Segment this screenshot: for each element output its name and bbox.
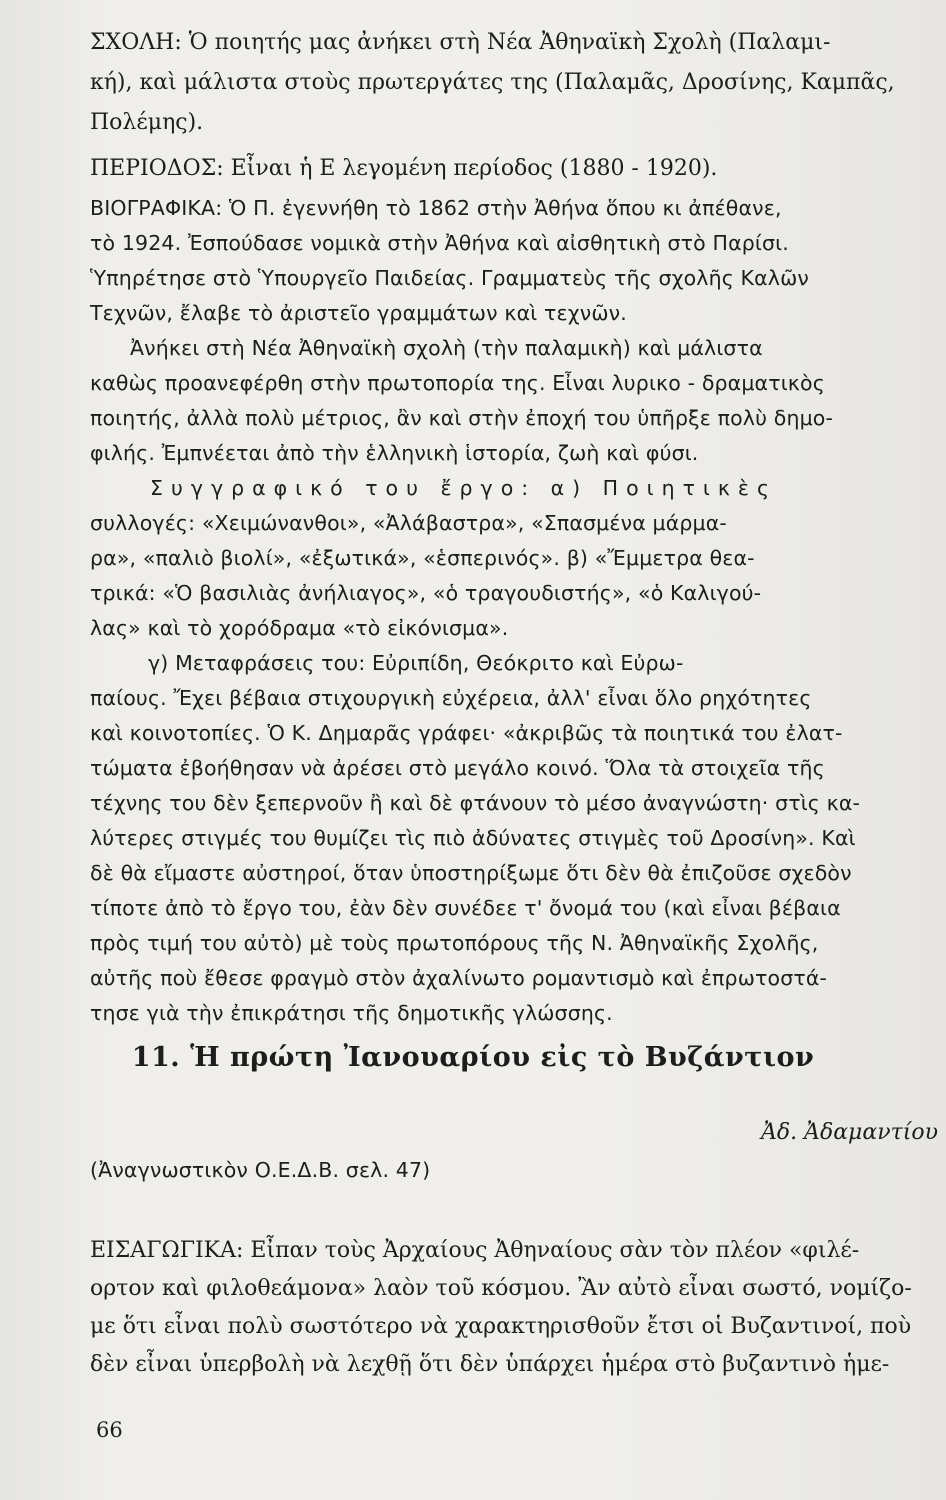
text-line: τώματα ἐβοήθησαν νὰ ἀρέσει στὸ μεγάλο κοινό. Ὅλα τὰ στοιχεῖα τῆς (90, 756, 825, 780)
intro-line: ΕΙΣΑΓΩΓΙΚΑ: Εἶπαν τοὺς Ἀρχαίους Ἀθηναίους σὰν τὸν πλέον «φιλέ- (90, 1238, 860, 1263)
text-line: δὲ θὰ εἴμαστε αὐστηροί, ὅταν ὑποστηρίξωμε ὅτι δὲν θὰ ἐπιζοῦσε σχεδὸν (90, 861, 852, 885)
text-line: Τεχνῶν, ἔλαβε τὸ ἀριστεῖο γραμμάτων καὶ τεχνῶν. (90, 301, 627, 325)
text-line: παίους. Ἔχει βέβαια στιχουργικὴ εὐχέρεια, ἀλλ' εἶναι ὅλο ρηχότητες (90, 686, 812, 710)
text-line: ΒΙΟΓΡΑΦΙΚΑ: Ὁ Π. ἐγεννήθη τὸ 1862 στὴν Ἀθήνα ὅπου κι ἀπέθανε, (90, 196, 782, 220)
text-line: ρα», «παλιὸ βιολί», «ἐξωτικά», «ἑσπερινός». β) «Ἔμμετρα θεα- (90, 546, 755, 570)
text-line: Πολέμης). (90, 110, 204, 135)
text-line: πρὸς τιμή του αὐτὸ) μὲ τοὺς πρωτοπόρους τῆς Ν. Ἀθηναϊκῆς Σχολῆς, (90, 931, 819, 955)
text-line: ποιητής, ἀλλὰ πολὺ μέτριος, ἂν καὶ στὴν ἐποχή του ὑπῆρξε πολὺ δημο- (90, 406, 834, 430)
text-line: αὐτῆς ποὺ ἔθεσε φραγμὸ στὸν ἀχαλίνωτο ρομαντισμὸ καὶ ἐπρωτοστά- (90, 966, 828, 990)
text-line: ΣΧΟΛΗ: Ὁ ποιητής μας ἀνήκει στὴ Νέα Ἀθηναϊκὴ Σχολὴ (Παλαμι- (90, 30, 831, 55)
text-line: λας» καὶ τὸ χορόδραμα «τὸ εἰκόνισμα». (90, 616, 509, 640)
text-line: κή), καὶ μάλιστα στοὺς πρωτεργάτες της (Παλαμᾶς, Δροσίνης, Καμπᾶς, (90, 70, 895, 95)
text-line: Ἀνήκει στὴ Νέα Ἀθηναϊκὴ σχολὴ (τὴν παλαμικὴ) καὶ μάλιστα (130, 336, 763, 360)
text-line: τησε γιὰ τὴν ἐπικράτησι τῆς δημοτικῆς γλώσσης. (90, 1001, 613, 1025)
text-line: τίποτε ἀπὸ τὸ ἔργο του, ἐὰν δὲν συνέδεε τ' ὄνομά του (καὶ εἶναι βέβαια (90, 896, 841, 920)
text-line: φιλής. Ἐμπνέεται ἀπὸ τὴν ἑλληνικὴ ἱστορία, ζωὴ καὶ φύσι. (90, 441, 699, 465)
section-heading: 11. Ἡ πρώτη Ἰανουαρίου εἰς τὸ Βυζάντιον (131, 1042, 815, 1073)
text-line: ΠΕΡΙΟΔΟΣ: Εἶναι ἡ Ε λεγομένη περίοδος (1880 - 1920). (90, 156, 718, 181)
text-line: Ὑπηρέτησε στὸ Ὑπουργεῖο Παιδείας. Γραμματεὺς τῆς σχολῆς Καλῶν (90, 266, 810, 290)
text-line: γ) Μεταφράσεις του: Εὐριπίδη, Θεόκριτο καὶ Εὐρω- (148, 651, 684, 675)
intro-line: με ὅτι εἶναι πολὺ σωστότερο νὰ χαρακτηρισθοῦν ἔτσι οἱ Βυζαντινοί, ποὺ (90, 1314, 912, 1339)
text-line: τὸ 1924. Ἐσπούδασε νομικὰ στὴν Ἀθήνα καὶ αἰσθητικὴ στὸ Παρίσι. (90, 231, 789, 255)
text-line: τρικά: «Ὁ βασιλιὰς ἀνήλιαγος», «ὁ τραγουδιστής», «ὁ Καλιγού- (90, 581, 762, 605)
text-line: λύτερες στιγμές του θυμίζει τὶς πιὸ ἀδύνατες στιγμὲς τοῦ Δροσίνη». Καὶ (90, 826, 856, 850)
text-line: καθὼς προανεφέρθη στὴν πρωτοπορία της. Εἶναι λυρικο - δραματικὸς (90, 371, 825, 395)
intro-line: δὲν εἶναι ὑπερβολὴ νὰ λεχθῇ ὅτι δὲν ὑπάρχει ἡμέρα στὸ βυζαντινὸ ἡμε- (90, 1352, 890, 1377)
page-number: 66 (96, 1418, 123, 1442)
intro-line: ορτον καὶ φιλοθεάμονα» λαὸν τοῦ κόσμου. Ἂν αὐτὸ εἶναι σωστό, νομίζο- (90, 1276, 912, 1301)
text-line: καὶ κοινοτοπίες. Ὁ Κ. Δημαρᾶς γράφει· «ἀκριβῶς τὰ ποιητικά του ἐλατ- (90, 721, 843, 745)
text-line: τέχνης του δὲν ξεπερνοῦν ἢ καὶ δὲ φτάνουν τὸ μέσο ἀναγνώστη· στὶς κα- (90, 791, 861, 815)
text-line: συλλογές: «Χειμώνανθοι», «Ἀλάβαστρα», «Σπασμένα μάρμα- (90, 511, 727, 535)
author-name: Ἀδ. Ἀδαμαντίου (760, 1120, 938, 1145)
text-line: Συγγραφικό του ἔργο: α) Ποιητικὲς (150, 476, 778, 500)
source-citation: (Ἀναγνωστικὸν Ο.Ε.Δ.Β. σελ. 47) (90, 1158, 431, 1182)
